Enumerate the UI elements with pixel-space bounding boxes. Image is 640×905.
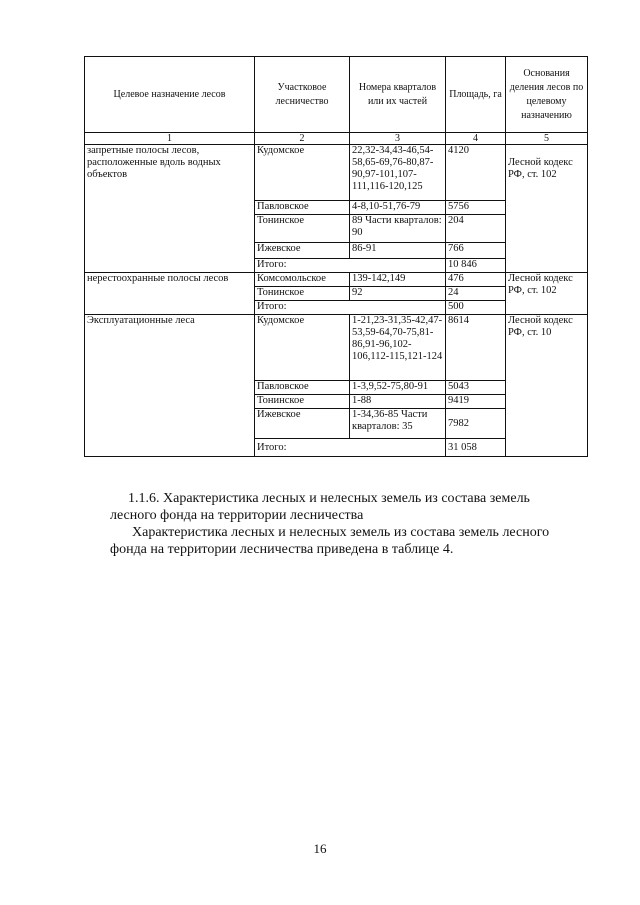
total-area: 10 846	[446, 259, 506, 273]
table-row	[85, 315, 588, 381]
quarters-cell: 1-34,36-85 Части кварталов: 35	[350, 409, 446, 439]
col-number: 2	[255, 133, 350, 145]
area-cell: 5756	[446, 201, 506, 215]
quarters-cell: 92	[350, 287, 446, 301]
total-label: Итого:	[255, 439, 446, 457]
col-number: 1	[85, 133, 255, 145]
basis-cell: Лесной кодекс РФ, ст. 102	[506, 273, 588, 315]
quarters-cell: 89 Части кварталов: 90	[350, 215, 446, 243]
quarters-cell: 4-8,10-51,76-79	[350, 201, 446, 215]
area-cell: 4120	[446, 145, 506, 201]
purpose-cell: нерестоохранные полосы лесов	[85, 273, 255, 315]
district-cell: Павловское	[255, 381, 350, 395]
header-basis: Основания деления лесов по целевому назначению	[506, 57, 588, 133]
district-cell: Комсомольское	[255, 273, 350, 287]
quarters-cell: 86-91	[350, 243, 446, 259]
basis-cell: Лесной кодекс РФ, ст. 10	[506, 315, 588, 457]
area-cell: 204	[446, 215, 506, 243]
area-cell: 9419	[446, 395, 506, 409]
header-quarters: Номера кварталов или их частей	[350, 57, 446, 133]
basis-cell: Лесной кодекс РФ, ст. 102	[506, 145, 588, 273]
header-area: Площадь, га	[446, 57, 506, 133]
purpose-cell: запретные полосы лесов, расположенные вдоль водных объектов	[85, 145, 255, 273]
district-cell: Ижевское	[255, 243, 350, 259]
area-cell: 5043	[446, 381, 506, 395]
purpose-cell: Эксплуатационные леса	[85, 315, 255, 457]
section-body: Характеристика лесных и нелесных земель из состава земель лесного фонда на территории лесничества приведена в таблице 4.	[110, 525, 550, 557]
district-cell: Тонинское	[255, 395, 350, 409]
area-cell: 476	[446, 273, 506, 287]
section-heading: 1.1.6. Характеристика лесных и нелесных земель из состава земель лесного фонда на территории лесничества	[110, 491, 530, 523]
quarters-cell: 1-3,9,52-75,80-91	[350, 381, 446, 395]
total-area: 31 058	[446, 439, 506, 457]
table-row	[85, 145, 588, 201]
forest-purpose-table	[84, 56, 588, 457]
quarters-cell: 139-142,149	[350, 273, 446, 287]
district-cell: Тонинское	[255, 287, 350, 301]
area-cell: 7982	[446, 409, 506, 439]
header-purpose: Целевое назначение лесов	[85, 57, 255, 133]
quarters-cell: 1-88	[350, 395, 446, 409]
district-cell: Павловское	[255, 201, 350, 215]
column-number-row	[85, 133, 588, 145]
col-number: 5	[506, 133, 588, 145]
total-label: Итого:	[255, 301, 446, 315]
quarters-cell: 1-21,23-31,35-42,47-53,59-64,70-75,81-86,91-96,102-106,112-115,121-124	[350, 315, 446, 381]
col-number: 3	[350, 133, 446, 145]
area-cell: 766	[446, 243, 506, 259]
header-row	[85, 57, 588, 133]
table-row	[85, 273, 588, 287]
total-area: 500	[446, 301, 506, 315]
header-district: Участковое лесничество	[255, 57, 350, 133]
district-cell: Кудомское	[255, 145, 350, 201]
total-label: Итого:	[255, 259, 446, 273]
area-cell: 8614	[446, 315, 506, 381]
page-number: 16	[313, 841, 327, 856]
district-cell: Тонинское	[255, 215, 350, 243]
quarters-cell: 22,32-34,43-46,54-58,65-69,76-80,87-90,97-101,107-111,116-120,125	[350, 145, 446, 201]
col-number: 4	[446, 133, 506, 145]
district-cell: Кудомское	[255, 315, 350, 381]
district-cell: Ижевское	[255, 409, 350, 439]
area-cell: 24	[446, 287, 506, 301]
